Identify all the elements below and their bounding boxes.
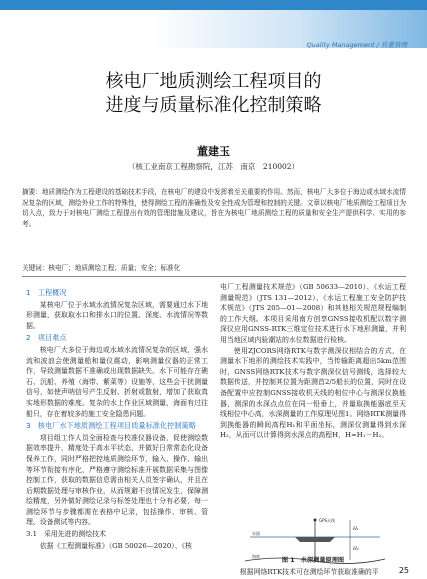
- heading-3-1: 3.1 采用先进的测绘技术: [26, 530, 106, 539]
- page-number: 25: [398, 566, 409, 575]
- figure-caption: 图 1 水深测量原理图: [281, 557, 345, 564]
- paragraph-6: 使用ZJCORS网络RTK与数字测深仪相结合的方式，在测量水下地形的测绘技术实践中，当传输距离超出5km范围时，GNSS网络RTK技术与数字测深仪信号测线，选择较大数据传送，并控制其位置为距测首2/5船长的位置，同时在设备配置中应控制GNSS接收机天线的相位中心与测深仪换能器，测深的水深点点位在同一铅垂上，并量取换能器底至天线相位中心高，水深测量的工作原理见图1。网络RTK测量得到换能器的瞬间高程H₁和平面坐标，测深仪测量得到水深H₂，从而可以计算得到水深点的高程H，H=H₁－H₂。: [220, 346, 406, 440]
- left-column: [26, 286, 208, 551]
- label-h1: H₁: [353, 527, 359, 532]
- label-gps: GPS天线: [319, 518, 336, 523]
- label-h2: H₂: [353, 547, 359, 552]
- paragraph-2: 核电厂大多位于海边或水域水流情况复杂的区域，强水流和波浪会使测量船和量仪震动，影响测量仪器的正常工作，导致测量数据不准确或出现数据缺失。水下可能存在礁石、沉船、养殖（海带、紫菜等）设施等，这些会干扰测量信号，如使声呐信号产生反射、折射或散射，增加了获取真实地形数据的难度。复杂的水上作业区域测量，海面有过往船只，存在着较多的施工安全隐患问题。: [26, 345, 208, 418]
- right-column: [220, 282, 406, 441]
- paragraph-after-figure: 根据网络RTK技术可在测绘环节获取准确的平: [239, 568, 379, 576]
- heading-2: 2 项目难点: [26, 333, 67, 343]
- author-name: 董建玉: [197, 145, 230, 158]
- heading-3: 3 核电厂水下地质测绘工程项目质量标准化控制策略: [26, 421, 196, 431]
- paragraph-1: 某核电厂位于水域水流情况复杂区域，需要通过水下地形测量，获取取水口和排水口的位置、深度、水流情况等数据。: [26, 300, 208, 330]
- label-water: 水面: [252, 531, 260, 536]
- paragraph-4: 依据《工程测量标准》（GB 50026—2020）、《核: [39, 541, 192, 550]
- title-line-2: 进度与质量标准化控制策略: [105, 95, 322, 116]
- keywords: 关键词：核电厂；地质测绘工程；质量；安全；标准化: [22, 264, 181, 272]
- section-label: Quality Management / 质量管理: [306, 41, 407, 49]
- author-affiliation: （核工业南京工程勘察院，江苏 南京 210002）: [127, 162, 300, 171]
- header-bar: [0, 0, 427, 10]
- heading-1: 1 工程概况: [26, 288, 67, 297]
- title-line-1: 核电厂地质测绘工程项目的: [105, 71, 322, 92]
- article-title: [0, 70, 427, 118]
- paragraph-3: 项目组工作人员全面检查与校准仪器设备，促使测绘数据效率提升，精度处于高水平状态，并做好日常常态化设备保养工作，同时严格把控地质测绘环节，输入、操作、输出等环节衔接有序化，严格遵守测绘标准开展数据采集与图像控制工作，获取的数据信息需由相关人员签字确认，并且在后期数据处理与审核作业，从而规避不良情况发生，保障测绘精度，另外做好测绘记录与标签处理也十分有必要，每一测绘环节与步骤都需在表格中记录，包括操作、审核、管理、设备测试等内容。: [26, 433, 208, 527]
- paragraph-5: 电厂工程测量技术规范》（GB 50633—2010）、《水运工程测量规范》（JTS 131—2012）、《水运工程施工安全防护技术规范》（JTS 205—01—2008）和其他相关规范规程编制的工作大纲。本项目采用南方创享GNSS接收机配以数字测深仪应用GNSS-RTK三维定位技术进行水下地形测量，并利用当地区域内验潮站的水位数据进行检核。: [220, 283, 406, 344]
- depth-measurement-diagram: [240, 507, 390, 575]
- label-seabed: 海底: [252, 554, 260, 559]
- section-divider: [22, 276, 406, 277]
- abstract: 摘要：地质测绘作为工程建设的基础技术手段，在核电厂的建设中发挥着至关重要的作用。然而，核电厂大多位于海边或水域水流情况复杂的区域，测绘外业工作的特殊性，使得测绘工程的准确性及安全性成为管理和控制的关键。文章以核电厂地质测绘工程项目为切入点，致力于对核电厂测绘工程提出有效的管理措施及建议，旨在为核电厂地质测绘工程的质量和安全生产提供科学、实用的参考。: [22, 188, 406, 228]
- gps-antenna-icon: [314, 519, 317, 522]
- boat-icon: [295, 537, 335, 542]
